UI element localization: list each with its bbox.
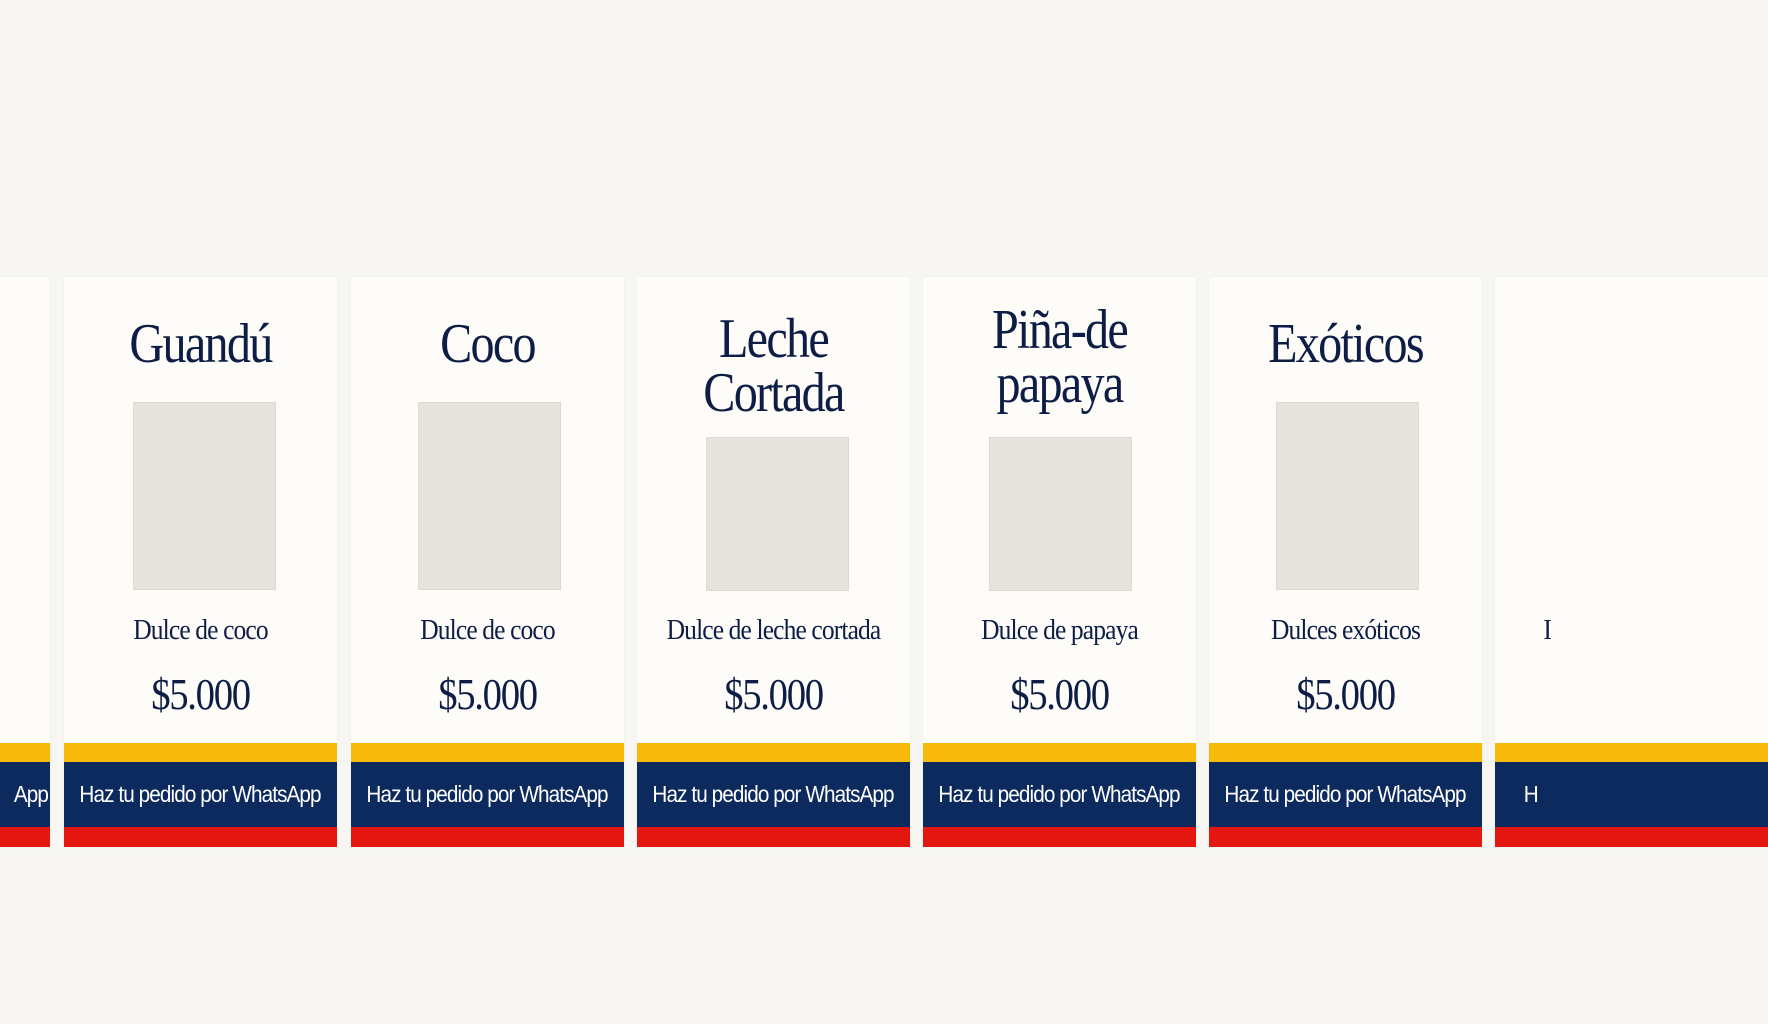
whatsapp-order-label-container[interactable] [637, 762, 910, 827]
product-title [656, 308, 891, 424]
product-card-exoticos[interactable] [1209, 277, 1482, 847]
product-image-placeholder [133, 402, 276, 590]
flag-stripe-yellow [351, 743, 624, 762]
product-price: $5.000 [1296, 670, 1395, 719]
whatsapp-order-label-container[interactable] [351, 762, 624, 827]
flag-stripe-yellow [64, 743, 337, 762]
product-card-pina-de-papaya[interactable] [923, 277, 1196, 847]
product-description: Dulce de coco [420, 614, 555, 646]
whatsapp-order-button[interactable] [64, 743, 337, 847]
whatsapp-order-button[interactable] [351, 743, 624, 847]
whatsapp-order-label-container[interactable] [0, 762, 50, 827]
product-title [942, 299, 1177, 415]
whatsapp-order-label: Haz tu pedido por WhatsApp [938, 781, 1181, 807]
whatsapp-order-label: Haz tu pedido por WhatsApp [79, 781, 322, 807]
product-title: Guandú [129, 313, 272, 375]
product-description: I [1543, 614, 1551, 646]
product-description: Dulces exóticos [1270, 614, 1421, 646]
product-description: Dulce de coco [133, 614, 268, 646]
product-card-guandu[interactable] [64, 277, 337, 847]
whatsapp-order-label-container[interactable] [1495, 762, 1768, 827]
whatsapp-order-label: App [13, 781, 49, 807]
product-title: Coco [440, 313, 535, 375]
product-price: $5.000 [438, 670, 537, 719]
whatsapp-order-label-container[interactable] [923, 762, 1196, 827]
flag-stripe-red [64, 827, 337, 847]
whatsapp-order-button[interactable] [923, 743, 1196, 847]
product-card-leche-cortada[interactable] [637, 277, 910, 847]
whatsapp-order-label: H [1523, 781, 1538, 807]
flag-stripe-yellow [637, 743, 910, 762]
product-title-line-1: Piña-de [991, 299, 1128, 361]
flag-stripe-red [1495, 827, 1768, 847]
whatsapp-order-button[interactable] [1495, 743, 1768, 847]
whatsapp-order-label-container[interactable] [64, 762, 337, 827]
product-price: $5.000 [724, 670, 823, 719]
flag-stripe-red [1209, 827, 1482, 847]
product-card-partial-right[interactable] [1495, 277, 1768, 847]
product-image-placeholder [706, 437, 849, 591]
product-image-placeholder [418, 402, 561, 590]
whatsapp-order-button[interactable] [637, 743, 910, 847]
product-image-placeholder [1276, 402, 1419, 590]
flag-stripe-yellow [1209, 743, 1482, 762]
whatsapp-order-label: Haz tu pedido por WhatsApp [1224, 781, 1467, 807]
product-description: Dulce de leche cortada [666, 614, 881, 646]
whatsapp-order-button[interactable] [0, 743, 50, 847]
flag-stripe-red [923, 827, 1196, 847]
flag-stripe-yellow [1495, 743, 1768, 762]
product-card-coco[interactable] [351, 277, 624, 847]
flag-stripe-yellow [923, 743, 1196, 762]
product-title-line-1: Leche [718, 308, 829, 370]
product-title-line-2: papaya [996, 353, 1123, 415]
whatsapp-order-button[interactable] [1209, 743, 1482, 847]
flag-stripe-yellow [0, 743, 50, 762]
product-image-placeholder [989, 437, 1132, 591]
whatsapp-order-label-container[interactable] [1209, 762, 1482, 827]
product-price: $5.000 [151, 670, 250, 719]
product-description: Dulce de papaya [981, 614, 1138, 646]
whatsapp-order-label: Haz tu pedido por WhatsApp [366, 781, 609, 807]
flag-stripe-red [0, 827, 50, 847]
flag-stripe-red [637, 827, 910, 847]
product-title: Exóticos [1268, 313, 1423, 375]
product-title-line-2: Cortada [703, 362, 844, 424]
flag-stripe-red [351, 827, 624, 847]
product-card-partial-left[interactable] [0, 277, 50, 847]
product-price: $5.000 [1010, 670, 1109, 719]
whatsapp-order-label: Haz tu pedido por WhatsApp [652, 781, 895, 807]
